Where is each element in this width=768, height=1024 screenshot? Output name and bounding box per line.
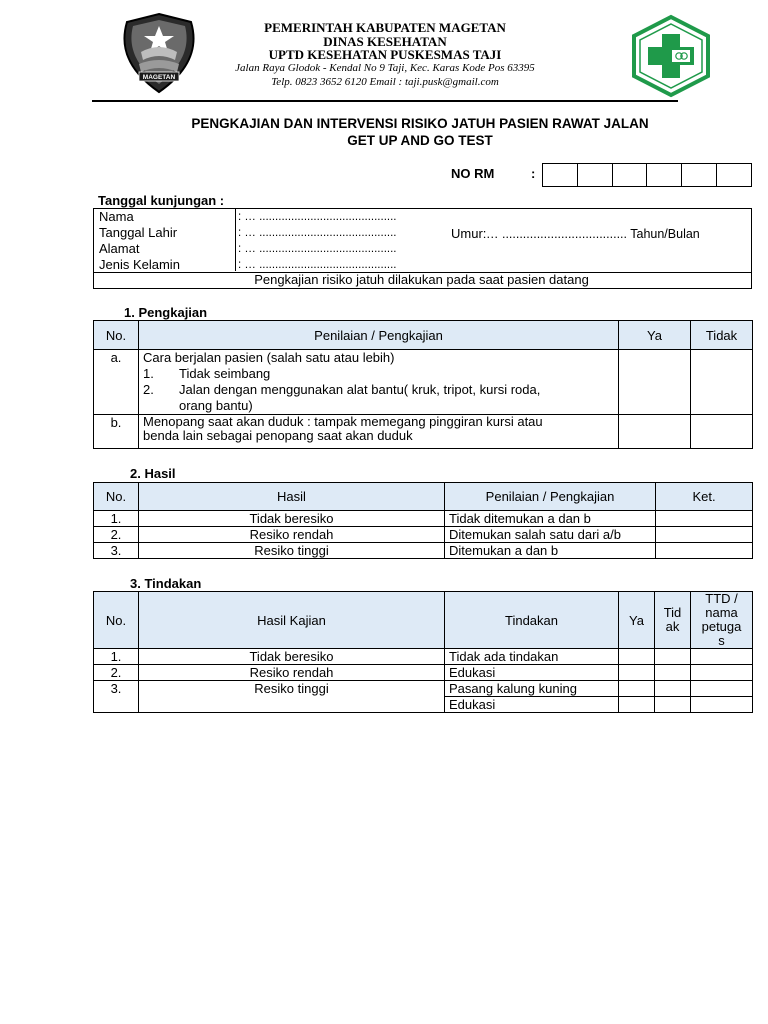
magetan-regency-logo: [117, 12, 201, 94]
col-ket: Ket.: [656, 483, 753, 511]
gait-item-2: 2. Jalan dengan menggunakan alat bantu( kruk, tripot, kursi roda,: [143, 382, 541, 397]
patient-values: [238, 209, 396, 273]
form-title: PENGKAJIAN DAN INTERVENSI RISIKO JATUH PASIEN RAWAT JALAN: [191, 116, 649, 131]
letterhead-address: Jalan Raya Glodok - Kendal No 9 Taji, Kec. Karas Kode Pos 63395: [235, 62, 535, 74]
letterhead-divider: [92, 100, 678, 102]
no-rm-box[interactable]: [682, 164, 717, 187]
signature-cell[interactable]: [691, 681, 753, 697]
name-label: Nama: [99, 209, 134, 224]
no-rm-box[interactable]: [543, 164, 578, 187]
col-penilaian: Penilaian / Pengkajian: [445, 483, 656, 511]
row-text: Menopang saat akan duduk : tampak memegang pinggiran kursi atau benda lain sebagai penopang saat akan duduk: [139, 415, 619, 449]
col-ttd: TTD / nama petuga s: [691, 592, 753, 649]
puskesmas-logo: [628, 14, 714, 98]
section1-title: 1. Pengkajian: [124, 305, 208, 320]
checkbox-tidak[interactable]: [655, 697, 691, 713]
letterhead-line3: UPTD KESEHATAN PUSKESMAS TAJI: [268, 47, 502, 62]
checkbox-ya[interactable]: [619, 697, 655, 713]
address-label: Alamat: [99, 241, 140, 256]
action-row: 3. Resiko tinggi Pasang kalung kuning: [94, 681, 753, 697]
no-rm-label: NO RM: [451, 166, 495, 181]
checkbox-tidak[interactable]: [655, 665, 691, 681]
assessment-row-a: [94, 350, 753, 415]
row-text: [139, 350, 619, 415]
patient-note: Pengkajian risiko jatuh dilakukan pada saat pasien datang: [254, 272, 589, 287]
assessment-table: [93, 320, 753, 449]
result-row: 1. Tidak beresiko Tidak ditemukan a dan b: [94, 511, 753, 527]
checkbox-tidak[interactable]: [691, 415, 753, 449]
no-rm-colon: :: [531, 166, 536, 181]
action-row: 2. Resiko rendah Edukasi: [94, 665, 753, 681]
col-no: No.: [94, 321, 139, 350]
gait-item-1: 1. Tidak seimbang: [143, 366, 271, 381]
logo-text: MAGETAN: [142, 74, 176, 81]
letterhead-contact: Telp. 0823 3652 6120 Email : taji.pusk@gmail.com: [271, 76, 499, 88]
result-row: 3. Resiko tinggi Ditemukan a dan b: [94, 543, 753, 559]
letterhead-line1: PEMERINTAH KABUPATEN MAGETAN: [264, 20, 506, 35]
checkbox-ya[interactable]: [619, 350, 691, 415]
checkbox-ya[interactable]: [619, 415, 691, 449]
col-no: No.: [94, 483, 139, 511]
result-table: [93, 482, 753, 559]
checkbox-ya[interactable]: [619, 649, 655, 665]
action-row: 1. Tidak beresiko Tidak ada tindakan: [94, 649, 753, 665]
no-rm-box[interactable]: [612, 164, 647, 187]
checkbox-ya[interactable]: [619, 665, 655, 681]
col-ya: Ya: [619, 592, 655, 649]
visit-date-label: Tanggal kunjungan :: [98, 193, 225, 208]
patient-info-divider: [235, 208, 236, 271]
patient-labels: [99, 209, 180, 273]
name-field[interactable]: : … ...........................................: [238, 211, 397, 223]
result-row: 2. Resiko rendah Ditemukan salah satu dari a/b: [94, 527, 753, 543]
gait-question: Cara berjalan pasien (salah satu atau lebih): [143, 350, 395, 365]
col-hasil-kajian: Hasil Kajian: [139, 592, 445, 649]
gender-field[interactable]: : … ...........................................: [238, 259, 397, 271]
section2-title: 2. Hasil: [130, 466, 176, 481]
col-tidak: Tid ak: [655, 592, 691, 649]
assessment-row-b: [94, 415, 753, 449]
col-hasil: Hasil: [139, 483, 445, 511]
col-tidak: Tidak: [691, 321, 753, 350]
checkbox-tidak[interactable]: [655, 681, 691, 697]
signature-cell[interactable]: [691, 697, 753, 713]
gender-label: Jenis Kelamin: [99, 257, 180, 272]
col-tindakan: Tindakan: [445, 592, 619, 649]
gait-item-2-cont: orang bantu): [179, 398, 253, 413]
col-ya: Ya: [619, 321, 691, 350]
col-assessment: Penilaian / Pengkajian: [139, 321, 619, 350]
checkbox-tidak[interactable]: [655, 649, 691, 665]
dob-field[interactable]: : … ...........................................: [238, 227, 397, 239]
address-field[interactable]: : … ...........................................: [238, 243, 397, 255]
letterhead-line2: DINAS KESEHATAN: [323, 34, 447, 49]
action-table: [93, 591, 753, 713]
form-subtitle: GET UP AND GO TEST: [347, 133, 493, 148]
ket-cell[interactable]: [656, 543, 753, 559]
ket-cell[interactable]: [656, 511, 753, 527]
col-no: No.: [94, 592, 139, 649]
action-row: Edukasi: [94, 697, 753, 713]
age-field[interactable]: … .................................... Tahun/Bulan: [486, 227, 700, 241]
no-rm-box[interactable]: [577, 164, 612, 187]
no-rm-box[interactable]: [717, 164, 752, 187]
checkbox-ya[interactable]: [619, 681, 655, 697]
section3-title: 3. Tindakan: [130, 576, 202, 591]
row-no: a.: [94, 350, 139, 415]
no-rm-boxes[interactable]: [542, 163, 752, 187]
checkbox-tidak[interactable]: [691, 350, 753, 415]
dob-label: Tanggal Lahir: [99, 225, 178, 240]
row-no: b.: [94, 415, 139, 449]
ket-cell[interactable]: [656, 527, 753, 543]
no-rm-box[interactable]: [647, 164, 682, 187]
signature-cell[interactable]: [691, 665, 753, 681]
signature-cell[interactable]: [691, 649, 753, 665]
age-label: Umur:: [451, 226, 487, 241]
